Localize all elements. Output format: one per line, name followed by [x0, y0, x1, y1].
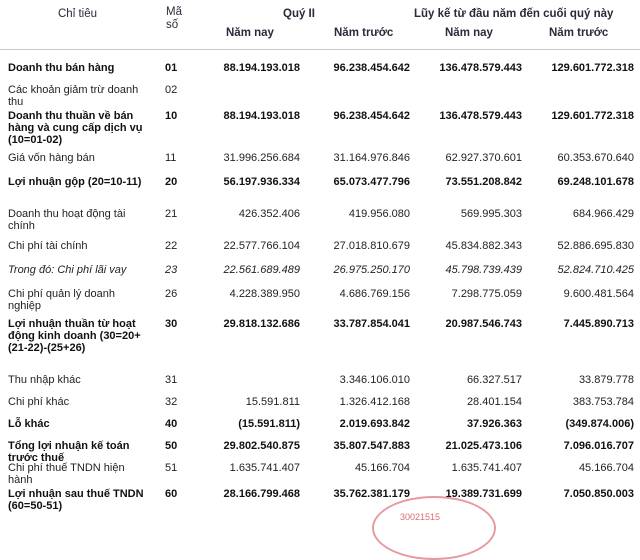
- row-label: Tổng lợi nhuận kế toán trước thuế: [8, 440, 130, 465]
- ytd-previous-value: 60.353.670.640: [557, 152, 634, 164]
- q2-current-value: 22.561.689.489: [223, 264, 300, 276]
- table-row: [0, 110, 640, 152]
- table-row: [0, 318, 640, 374]
- q2-current-value: 31.996.256.684: [223, 152, 300, 164]
- header-q2-nam-nay: Năm nay: [226, 27, 274, 39]
- row-label: Lợi nhuận gộp (20=10-11): [8, 176, 142, 188]
- q2-previous-value: 35.762.381.179: [333, 488, 410, 500]
- row-label: Chi phí quản lý doanh nghiệp: [8, 288, 116, 313]
- q2-current-value: 426.352.406: [238, 208, 300, 220]
- ytd-current-value: 62.927.370.601: [445, 152, 522, 164]
- ytd-previous-value: 9.600.481.564: [563, 288, 634, 300]
- ytd-current-value: 569.995.303: [460, 208, 522, 220]
- ytd-previous-value: 129.601.772.318: [551, 110, 634, 122]
- red-seal-stamp: [372, 496, 496, 560]
- row-code: 26: [165, 288, 178, 300]
- row-label: Các khoản giảm trừ doanh thu: [8, 84, 139, 109]
- ytd-current-value: 73.551.208.842: [445, 176, 522, 188]
- ytd-current-value: 28.401.154: [466, 396, 522, 408]
- q2-previous-value: 35.807.547.883: [333, 440, 410, 452]
- row-code: 10: [165, 110, 178, 122]
- q2-previous-value: 4.686.769.156: [339, 288, 410, 300]
- ytd-current-value: 37.926.363: [466, 418, 522, 430]
- q2-previous-value: 3.346.106.010: [339, 374, 410, 386]
- ytd-previous-value: 684.966.429: [572, 208, 634, 220]
- header-chi-tieu: Chỉ tiêu: [58, 8, 97, 20]
- q2-previous-value: 27.018.810.679: [333, 240, 410, 252]
- ytd-current-value: 136.478.579.443: [439, 110, 522, 122]
- header-divider: [0, 49, 640, 50]
- row-code: 50: [165, 440, 178, 452]
- table-row: [0, 418, 640, 440]
- row-label: Chi phí khác: [8, 396, 70, 408]
- ytd-previous-value: 7.096.016.707: [563, 440, 634, 452]
- row-code: 40: [165, 418, 178, 430]
- row-code: 60: [165, 488, 178, 500]
- row-code: 01: [165, 62, 178, 74]
- table-row: [0, 84, 640, 110]
- header-ytd-nam-truoc: Năm trước: [549, 27, 609, 39]
- ytd-current-value: 66.327.517: [466, 374, 522, 386]
- table-row: [0, 240, 640, 264]
- row-label: Giá vốn hàng bán: [8, 152, 95, 164]
- row-label: Chi phí tài chính: [8, 240, 88, 252]
- row-code: 31: [165, 374, 178, 386]
- row-label: Thu nhập khác: [8, 374, 81, 386]
- q2-previous-value: 96.238.454.642: [333, 62, 410, 74]
- q2-previous-value: 96.238.454.642: [333, 110, 410, 122]
- q2-current-value: 28.166.799.468: [223, 488, 300, 500]
- q2-current-value: 15.591.811: [245, 396, 300, 408]
- row-code: 32: [165, 396, 178, 408]
- stamp-number: 30021515: [400, 512, 441, 522]
- row-label: Lợi nhuận sau thuế TNDN (60=50-51): [8, 488, 144, 513]
- ytd-previous-value: 33.879.778: [578, 374, 634, 386]
- table-row: [0, 208, 640, 240]
- ytd-current-value: 21.025.473.106: [445, 440, 522, 452]
- ytd-current-value: 45.834.882.343: [445, 240, 522, 252]
- ytd-previous-value: 52.886.695.830: [557, 240, 634, 252]
- row-code: 11: [165, 152, 177, 164]
- table-row: [0, 62, 640, 84]
- q2-previous-value: 45.166.704: [354, 462, 410, 474]
- q2-current-value: 88.194.193.018: [223, 110, 300, 122]
- ytd-previous-value: 383.753.784: [572, 396, 634, 408]
- table-row: [0, 440, 640, 465]
- table-row: [0, 152, 640, 176]
- table-row: [0, 288, 640, 318]
- q2-current-value: 4.228.389.950: [229, 288, 300, 300]
- ytd-previous-value: 69.248.101.678: [557, 176, 634, 188]
- ytd-current-value: 7.298.775.059: [451, 288, 522, 300]
- ytd-current-value: 1.635.741.407: [451, 462, 522, 474]
- q2-previous-value: 33.787.854.041: [333, 318, 410, 330]
- row-code: 23: [165, 264, 178, 276]
- row-code: 22: [165, 240, 178, 252]
- ytd-current-value: 20.987.546.743: [445, 318, 522, 330]
- ytd-previous-value: 7.445.890.713: [563, 318, 634, 330]
- table-row: [0, 176, 640, 208]
- q2-current-value: 22.577.766.104: [223, 240, 300, 252]
- q2-previous-value: 419.956.080: [348, 208, 410, 220]
- ytd-current-value: 45.798.739.439: [445, 264, 522, 276]
- ytd-previous-value: 7.050.850.003: [563, 488, 634, 500]
- q2-current-value: 88.194.193.018: [223, 62, 300, 74]
- row-code: 51: [165, 462, 178, 474]
- row-code: 02: [165, 84, 178, 96]
- row-code: 20: [165, 176, 178, 188]
- row-code: 21: [165, 208, 178, 220]
- q2-current-value: 56.197.936.334: [223, 176, 300, 188]
- q2-previous-value: 1.326.412.168: [339, 396, 410, 408]
- table-row: [0, 374, 640, 396]
- row-label: Doanh thu thuần về bán hàng và cung cấp dịch vụ (10=01-02): [8, 110, 143, 147]
- q2-current-value: 29.802.540.875: [223, 440, 300, 452]
- header-ytd-nam-nay: Năm nay: [445, 27, 493, 39]
- q2-previous-value: 65.073.477.796: [333, 176, 410, 188]
- statement-rows: [0, 62, 640, 516]
- q2-current-value: 1.635.741.407: [229, 462, 300, 474]
- ytd-previous-value: 129.601.772.318: [551, 62, 634, 74]
- row-label: Chi phí thuế TNDN hiện hành: [8, 462, 125, 487]
- header-ma-so: Mã số: [166, 6, 182, 31]
- table-row: [0, 264, 640, 288]
- ytd-current-value: 136.478.579.443: [439, 62, 522, 74]
- row-label: Doanh thu bán hàng: [8, 62, 115, 74]
- table-row: [0, 396, 640, 418]
- row-label: Lợi nhuận thuần từ hoạt động kinh doanh (30=20+(21-22)-(25+26): [8, 318, 141, 355]
- q2-current-value: 29.818.132.686: [223, 318, 300, 330]
- table-row: [0, 488, 640, 516]
- header-q2-nam-truoc: Năm trước: [334, 27, 394, 39]
- table-row: [0, 462, 640, 488]
- q2-previous-value: 2.019.693.842: [339, 418, 410, 430]
- row-label: Lỗ khác: [8, 418, 50, 430]
- header-ytd-group: Lũy kế từ đầu năm đến cuối quý này: [414, 8, 614, 20]
- q2-current-value: (15.591.811): [238, 418, 300, 430]
- q2-previous-value: 26.975.250.170: [333, 264, 410, 276]
- header-quarter-group: Quý II: [283, 8, 315, 20]
- ytd-previous-value: 45.166.704: [578, 462, 634, 474]
- ytd-previous-value: 52.824.710.425: [557, 264, 634, 276]
- ytd-previous-value: (349.874.006): [565, 418, 634, 430]
- row-label: Doanh thu hoạt động tài chính: [8, 208, 126, 233]
- row-code: 30: [165, 318, 178, 330]
- ytd-current-value: 19.389.731.699: [445, 488, 522, 500]
- q2-previous-value: 31.164.976.846: [333, 152, 410, 164]
- row-label: Trong đó: Chi phí lãi vay: [8, 264, 127, 276]
